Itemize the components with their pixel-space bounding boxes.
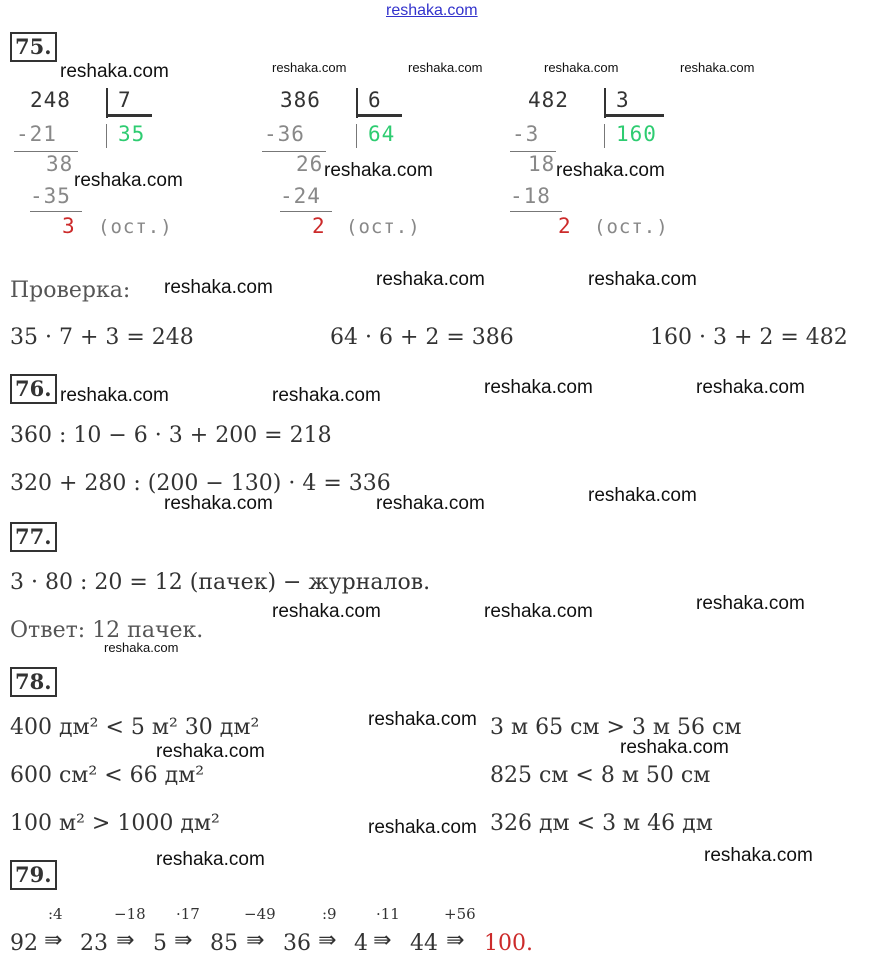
expression-line-2: 320 + 280 : (200 − 130) · 4 = 336 — [10, 471, 391, 496]
watermark: reshaka.com — [324, 160, 433, 181]
watermark: reshaka.com — [680, 60, 755, 75]
chain-operation: :9 — [322, 905, 337, 923]
solution-line: 3 · 80 : 20 = 12 (пачек) − журналов. — [10, 570, 431, 595]
watermark: reshaka.com — [544, 60, 619, 75]
watermark: reshaka.com — [60, 61, 169, 82]
dividend: 386 — [280, 88, 321, 112]
division-bar — [356, 124, 357, 148]
quotient: 64 — [368, 122, 396, 146]
divisor-underline — [108, 114, 152, 117]
chain-operation: +56 — [444, 905, 476, 923]
watermark: reshaka.com — [74, 170, 183, 191]
watermark: reshaka.com — [484, 377, 593, 398]
chain-operation: −49 — [244, 905, 276, 923]
expression-line-1: 360 : 10 − 6 · 3 + 200 = 218 — [10, 423, 332, 448]
chain-result: 100. — [484, 931, 533, 956]
chain-operation: −18 — [114, 905, 146, 923]
subtrahend-2: -24 — [280, 184, 321, 208]
dividend: 248 — [30, 88, 71, 112]
watermark: reshaka.com — [484, 601, 593, 622]
watermark: reshaka.com — [272, 60, 347, 75]
divisor: 7 — [118, 88, 132, 112]
divisor: 3 — [616, 88, 630, 112]
triple-arrow-icon: ⇛ — [246, 928, 265, 953]
subtrahend-2: -18 — [510, 184, 551, 208]
task-76-number: 76. — [10, 374, 57, 404]
chain-value: 4 — [354, 931, 368, 956]
divisor-underline — [358, 114, 402, 117]
dividend: 482 — [528, 88, 569, 112]
watermark: reshaka.com — [272, 601, 381, 622]
watermark: reshaka.com — [696, 377, 805, 398]
task-78-number: 78. — [10, 667, 57, 697]
remainder-label: (ост.) — [594, 216, 669, 238]
watermark: reshaka.com — [620, 737, 729, 758]
task-75-number: 75. — [10, 32, 57, 62]
divisor-underline — [606, 114, 664, 117]
remainder: 2 — [312, 214, 326, 238]
check-label: Проверка: — [10, 278, 131, 303]
watermark: reshaka.com — [704, 845, 813, 866]
check-line-3: 160 · 3 + 2 = 482 — [650, 325, 848, 350]
remainder: 2 — [558, 214, 572, 238]
quotient: 160 — [616, 122, 657, 146]
rule — [510, 211, 562, 212]
comparison-right-2: 825 см < 8 м 50 см — [490, 763, 711, 788]
watermark: reshaka.com — [556, 160, 665, 181]
remainder: 3 — [62, 214, 76, 238]
watermark: reshaka.com — [156, 741, 265, 762]
watermark: reshaka.com — [588, 485, 697, 506]
chain-value: 5 — [153, 931, 167, 956]
watermark: reshaka.com — [696, 593, 805, 614]
partial-remainder: 26 — [296, 152, 324, 176]
check-line-1: 35 · 7 + 3 = 248 — [10, 325, 194, 350]
triple-arrow-icon: ⇛ — [446, 928, 465, 953]
chain-value: 36 — [283, 931, 311, 956]
chain-value: 23 — [80, 931, 108, 956]
division-bar — [604, 124, 605, 148]
watermark: reshaka.com — [588, 269, 697, 290]
chain-operation: ·11 — [376, 905, 400, 923]
comparison-left-1: 400 дм² < 5 м² 30 дм² — [10, 715, 260, 740]
watermark: reshaka.com — [104, 640, 179, 655]
chain-operation: ·17 — [176, 905, 200, 923]
comparison-right-3: 326 дм < 3 м 46 дм — [490, 811, 713, 836]
watermark: reshaka.com — [164, 493, 273, 514]
chain-value: 44 — [410, 931, 438, 956]
division-bar — [106, 124, 107, 148]
comparison-right-1: 3 м 65 см > 3 м 56 см — [490, 715, 742, 740]
watermark: reshaka.com — [408, 60, 483, 75]
watermark: reshaka.com — [60, 385, 169, 406]
watermark: reshaka.com — [368, 709, 477, 730]
answer-line: Ответ: 12 пачек. — [10, 618, 204, 643]
rule — [30, 211, 82, 212]
divisor: 6 — [368, 88, 382, 112]
chain-value: 85 — [210, 931, 238, 956]
triple-arrow-icon: ⇛ — [174, 928, 193, 953]
rule — [280, 211, 332, 212]
chain-value: 92 — [10, 931, 38, 956]
watermark: reshaka.com — [156, 849, 265, 870]
partial-remainder: 38 — [46, 152, 74, 176]
partial-remainder: 18 — [528, 152, 556, 176]
watermark: reshaka.com — [376, 493, 485, 514]
remainder-label: (ост.) — [98, 216, 173, 238]
comparison-left-3: 100 м² > 1000 дм² — [10, 811, 220, 836]
watermark: reshaka.com — [164, 277, 273, 298]
triple-arrow-icon: ⇛ — [318, 928, 337, 953]
watermark: reshaka.com — [376, 269, 485, 290]
watermark: reshaka.com — [368, 817, 477, 838]
subtrahend-2: -35 — [30, 184, 71, 208]
triple-arrow-icon: ⇛ — [373, 928, 392, 953]
chain-operation: :4 — [48, 905, 63, 923]
triple-arrow-icon: ⇛ — [116, 928, 135, 953]
subtrahend-1: -21 — [16, 122, 57, 146]
top-watermark-link[interactable]: reshaka.com — [386, 2, 478, 19]
subtrahend-1: -36 — [264, 122, 305, 146]
check-line-2: 64 · 6 + 2 = 386 — [330, 325, 514, 350]
quotient: 35 — [118, 122, 146, 146]
task-79-number: 79. — [10, 860, 57, 890]
task-77-number: 77. — [10, 522, 57, 552]
triple-arrow-icon: ⇛ — [44, 928, 63, 953]
comparison-left-2: 600 см² < 66 дм² — [10, 763, 205, 788]
watermark: reshaka.com — [272, 385, 381, 406]
remainder-label: (ост.) — [346, 216, 421, 238]
subtrahend-1: -3 — [512, 122, 540, 146]
